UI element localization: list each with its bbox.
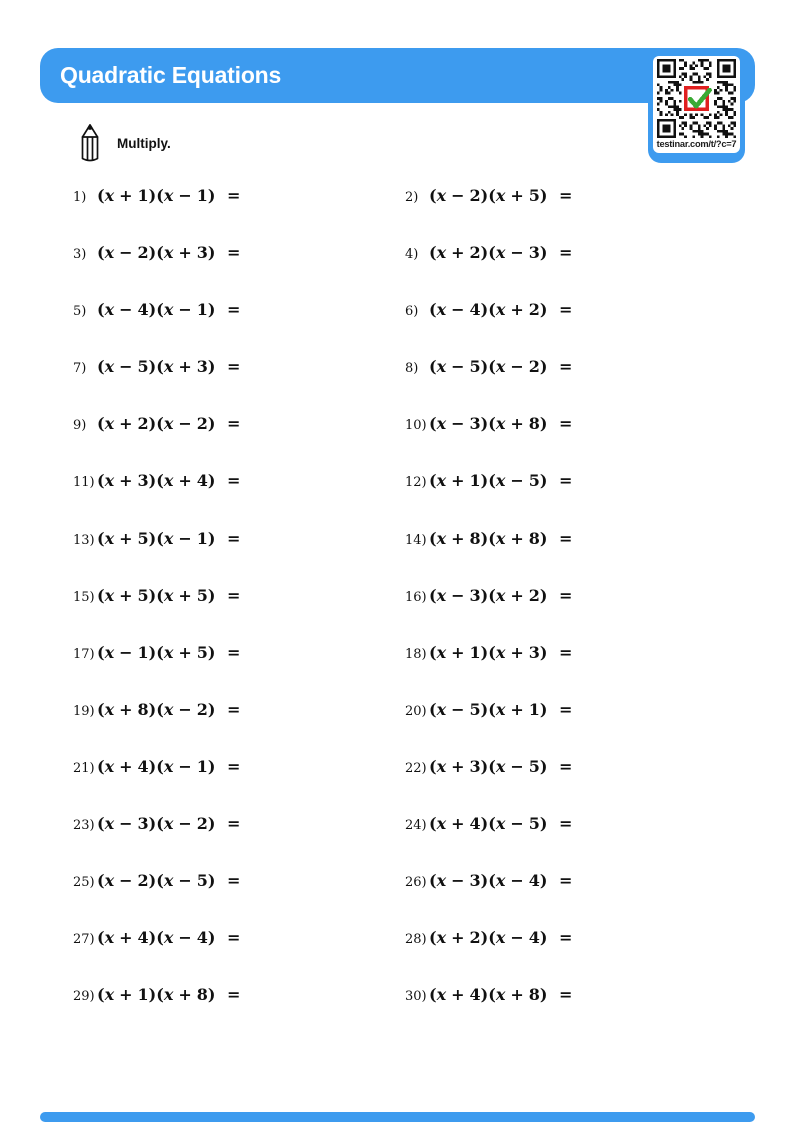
problem-row	[73, 586, 405, 643]
problem-row	[73, 471, 405, 528]
problem-number: 25)	[73, 875, 95, 891]
problem-number: 20)	[405, 703, 427, 719]
problem-expression: (x + 3)(x + 4) =	[97, 471, 241, 491]
problem-expression: (x − 2)(x + 3) =	[97, 243, 241, 263]
problem-expression: (x − 4)(x − 1) =	[97, 300, 241, 320]
problem-number: 24)	[405, 818, 427, 834]
problem-expression: (x − 5)(x + 1) =	[429, 699, 573, 719]
problem-row	[405, 414, 755, 471]
problem-row	[73, 186, 405, 243]
problem-number: 2)	[405, 190, 419, 205]
problem-row	[405, 928, 755, 985]
problem-expression: (x + 8)(x − 2) =	[97, 699, 241, 719]
problem-number: 28)	[405, 932, 427, 948]
qr-inner-card	[653, 56, 740, 153]
problem-number: 19)	[73, 703, 95, 719]
problem-number: 26)	[405, 875, 427, 891]
problem-expression: (x + 4)(x − 4) =	[97, 928, 241, 948]
problem-row	[73, 928, 405, 985]
problem-row	[73, 414, 405, 471]
problem-expression: (x − 5)(x + 3) =	[97, 357, 241, 377]
problem-number: 10)	[405, 418, 427, 434]
problem-row	[73, 300, 405, 357]
problem-number: 23)	[73, 818, 95, 834]
problem-row	[73, 871, 405, 928]
problem-expression: (x + 1)(x − 1) =	[97, 186, 241, 205]
problem-number: 15)	[73, 589, 95, 605]
problem-row	[405, 757, 755, 814]
qr-badge	[648, 51, 745, 163]
problem-expression: (x + 1)(x + 3) =	[429, 642, 573, 662]
problem-expression: (x − 3)(x − 4) =	[429, 871, 573, 891]
problem-row	[405, 586, 755, 643]
qr-url-label: testinar.com/t/?c=7	[656, 139, 737, 149]
problem-row	[405, 814, 755, 871]
problem-row	[73, 814, 405, 871]
pencil-icon	[78, 123, 102, 163]
problem-row	[405, 985, 755, 1042]
qr-code-icon	[655, 59, 738, 138]
problem-number: 13)	[73, 532, 95, 548]
instruction-row	[78, 123, 171, 163]
problem-expression: (x + 3)(x − 5) =	[429, 756, 573, 776]
problem-number: 22)	[405, 760, 427, 776]
problem-expression: (x + 4)(x − 1) =	[97, 756, 241, 776]
problem-expression: (x − 3)(x + 2) =	[429, 585, 573, 605]
page-title: Quadratic Equations	[60, 62, 282, 88]
problem-row	[405, 643, 755, 700]
problems-grid	[73, 186, 755, 1042]
problem-number: 8)	[405, 361, 419, 377]
problem-row	[73, 529, 405, 586]
instruction-label: Multiply.	[117, 135, 171, 151]
problem-number: 4)	[405, 247, 419, 263]
problem-row	[73, 357, 405, 414]
problem-number: 18)	[405, 646, 427, 662]
problem-number: 5)	[73, 304, 87, 320]
problem-expression: (x + 2)(x − 4) =	[429, 928, 573, 948]
problem-expression: (x − 2)(x + 5) =	[429, 186, 573, 205]
problem-row	[405, 871, 755, 928]
problem-expression: (x − 2)(x − 5) =	[97, 871, 241, 891]
problem-row	[73, 243, 405, 300]
problem-number: 9)	[73, 418, 87, 434]
problem-row	[405, 471, 755, 528]
problem-number: 3)	[73, 247, 87, 263]
problem-row	[73, 985, 405, 1042]
problem-expression: (x − 3)(x − 2) =	[97, 814, 241, 834]
problem-number: 11)	[73, 475, 95, 491]
problem-number: 12)	[405, 475, 427, 491]
problem-number: 16)	[405, 589, 427, 605]
problem-number: 21)	[73, 760, 95, 776]
problem-number: 1)	[73, 190, 87, 205]
problem-expression: (x + 1)(x + 8) =	[97, 985, 241, 1005]
footer-bar	[40, 1112, 755, 1122]
problem-number: 29)	[73, 989, 95, 1005]
qr-check-overlay	[683, 85, 710, 112]
problem-row	[73, 643, 405, 700]
problem-expression: (x + 4)(x − 5) =	[429, 814, 573, 834]
problem-expression: (x − 4)(x + 2) =	[429, 300, 573, 320]
problem-expression: (x + 2)(x − 2) =	[97, 414, 241, 434]
problem-expression: (x + 8)(x + 8) =	[429, 528, 573, 548]
problem-expression: (x + 5)(x − 1) =	[97, 528, 241, 548]
problem-number: 7)	[73, 361, 87, 377]
problem-row	[405, 529, 755, 586]
problem-expression: (x − 5)(x − 2) =	[429, 357, 573, 377]
problem-expression: (x + 2)(x − 3) =	[429, 243, 573, 263]
problem-number: 27)	[73, 932, 95, 948]
problem-expression: (x − 1)(x + 5) =	[97, 642, 241, 662]
problem-expression: (x + 4)(x + 8) =	[429, 985, 573, 1005]
problem-row	[405, 186, 755, 243]
problem-row	[73, 700, 405, 757]
problem-row	[405, 300, 755, 357]
problem-number: 17)	[73, 646, 95, 662]
problem-number: 14)	[405, 532, 427, 548]
problem-number: 6)	[405, 304, 419, 320]
problem-row	[73, 757, 405, 814]
problem-number: 30)	[405, 989, 427, 1005]
problem-row	[405, 357, 755, 414]
problem-expression: (x + 5)(x + 5) =	[97, 585, 241, 605]
problem-expression: (x + 1)(x − 5) =	[429, 471, 573, 491]
problem-row	[405, 243, 755, 300]
problem-expression: (x − 3)(x + 8) =	[429, 414, 573, 434]
problem-row	[405, 700, 755, 757]
